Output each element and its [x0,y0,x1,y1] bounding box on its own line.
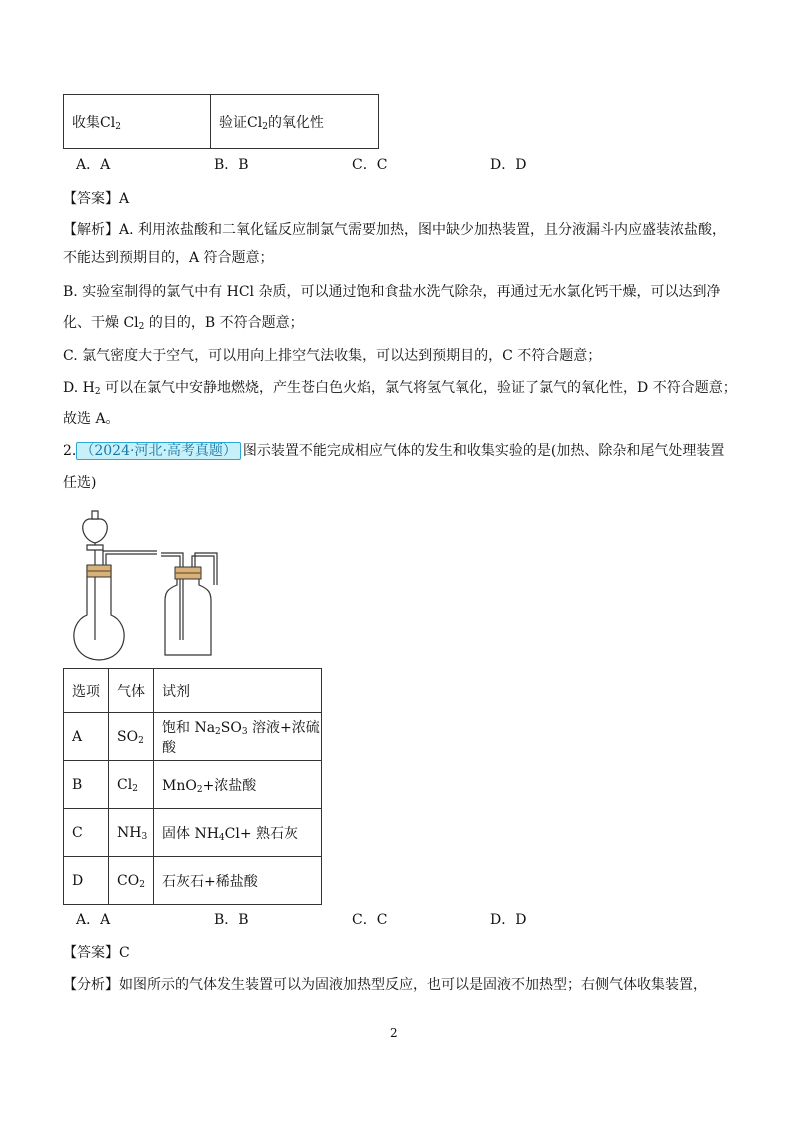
q2-stem-line2: 任选) [63,475,97,491]
gas-apparatus-diagram [65,505,235,665]
source-tag[interactable]: （2024·河北·高考真题） [76,442,241,460]
delivery-tube [103,551,157,565]
table1-cell-collect [64,95,211,149]
gas-collecting-bottle [165,577,211,655]
table-collect-verify [63,94,379,149]
question-number: 2. [63,443,77,459]
subscript: 4 [218,832,225,843]
text: Cl [100,114,116,131]
page-number: 2 [390,1026,398,1040]
q2-options [76,910,628,930]
round-flask [74,565,124,660]
row-gas [109,713,154,761]
q1-option-a[interactable]: A．A [76,157,111,173]
text: 石灰石+稀盐酸 [162,873,258,890]
text: NH [117,824,142,841]
text: 的目的，B 不符合题意； [144,315,304,331]
header-option: 选项 [64,669,109,713]
q1-option-b[interactable]: B．B [214,157,249,173]
subscript: 2 [132,783,138,794]
text: Cl [117,776,133,793]
text: 验证 [219,114,247,131]
row-reagent [154,713,322,761]
q1-option-c[interactable]: C．C [352,157,388,173]
header-gas: 气体 [109,669,154,713]
row-reagent [154,761,322,809]
q2-option-c[interactable]: C．C [352,912,388,928]
options-table [63,668,322,905]
row-option: D [64,857,109,905]
table-header-row [64,669,322,713]
text: 可以在氯气中安静地燃烧，产生苍白色火焰，氯气将氢气氧化，验证了氯气的氧化性，D 不符合题意； [100,380,737,396]
q1-analysis-line1: 【解析】A. 利用浓盐酸和二氧化锰反应制氯气需要加热，图中缺少加热装置，且分液漏斗内应盛装浓盐酸， [63,222,727,238]
table1-cell-verify [211,95,379,149]
q2-option-b[interactable]: B．B [214,912,249,928]
subscript: 2 [139,879,145,890]
row-reagent [154,857,322,905]
text: SO [117,728,139,745]
table-row [64,761,322,809]
q1-analysis-line3: B. 实验室制得的氯气中有 HCl 杂质，可以通过饱和食盐水洗气除杂，再通过无水氯化钙干燥，可以达到净 [63,284,721,300]
q2-option-a[interactable]: A．A [76,912,111,928]
funnel-stopcock [87,545,103,550]
subscript: 2 [215,726,221,737]
text: Cl [247,114,263,131]
text: 化、干燥 Cl [63,315,139,331]
table-row [64,713,322,761]
subscript: 2 [262,121,268,132]
subscript: 2 [196,784,203,795]
subscript: 3 [141,831,148,842]
row-reagent [154,809,322,857]
q1-option-d[interactable]: D．D [490,157,527,173]
text: D. H [63,380,95,396]
subscript: 2 [94,387,101,397]
row-option: B [64,761,109,809]
q2-analysis-line1: 【分析】如图所示的气体发生装置可以为固液加热型反应，也可以是固液不加热型；右侧气体收集装置， [63,977,707,993]
subscript: 2 [138,735,144,746]
text: SO [220,719,242,736]
row-gas [109,809,154,857]
q1-analysis-line4 [63,313,304,333]
q1-answer: 【答案】A [63,191,130,207]
q2-option-d[interactable]: D．D [490,912,527,928]
q1-analysis-line7: 故选 A。 [63,411,120,427]
text: 图示装置不能完成相应气体的发生和收集实验的是(加热、除杂和尾气处理装置 [242,443,725,459]
subscript: 3 [241,726,248,737]
q2-stem-line1 [63,441,724,461]
text: 收集 [72,114,100,131]
q1-options [76,155,628,175]
table-row [64,809,322,857]
text: MnO [162,777,197,794]
row-option: A [64,713,109,761]
text: 固体 NH [162,825,219,842]
q1-analysis-line6 [63,378,737,398]
row-gas [109,761,154,809]
text: +浓盐酸 [202,777,257,794]
text: 的氧化性 [267,114,324,131]
table-row [64,857,322,905]
row-option: C [64,809,109,857]
header-reagent: 试剂 [154,669,322,713]
funnel-bulb [83,519,108,543]
subscript: 2 [115,121,121,132]
q2-answer: 【答案】C [63,945,130,961]
funnel-stopper [92,511,98,519]
q1-analysis-line2: 不能达到预期目的，A 符合题意； [63,250,274,266]
q1-analysis-line5: C. 氯气密度大于空气，可以用向上排空气法收集，可以达到预期目的，C 不符合题意； [63,348,602,364]
text: Cl+ 熟石灰 [224,825,299,842]
subscript: 2 [138,322,145,332]
text: CO [117,872,140,889]
text: 溶液+浓硫酸 [162,719,320,756]
text: 饱和 Na [162,719,216,736]
row-gas [109,857,154,905]
